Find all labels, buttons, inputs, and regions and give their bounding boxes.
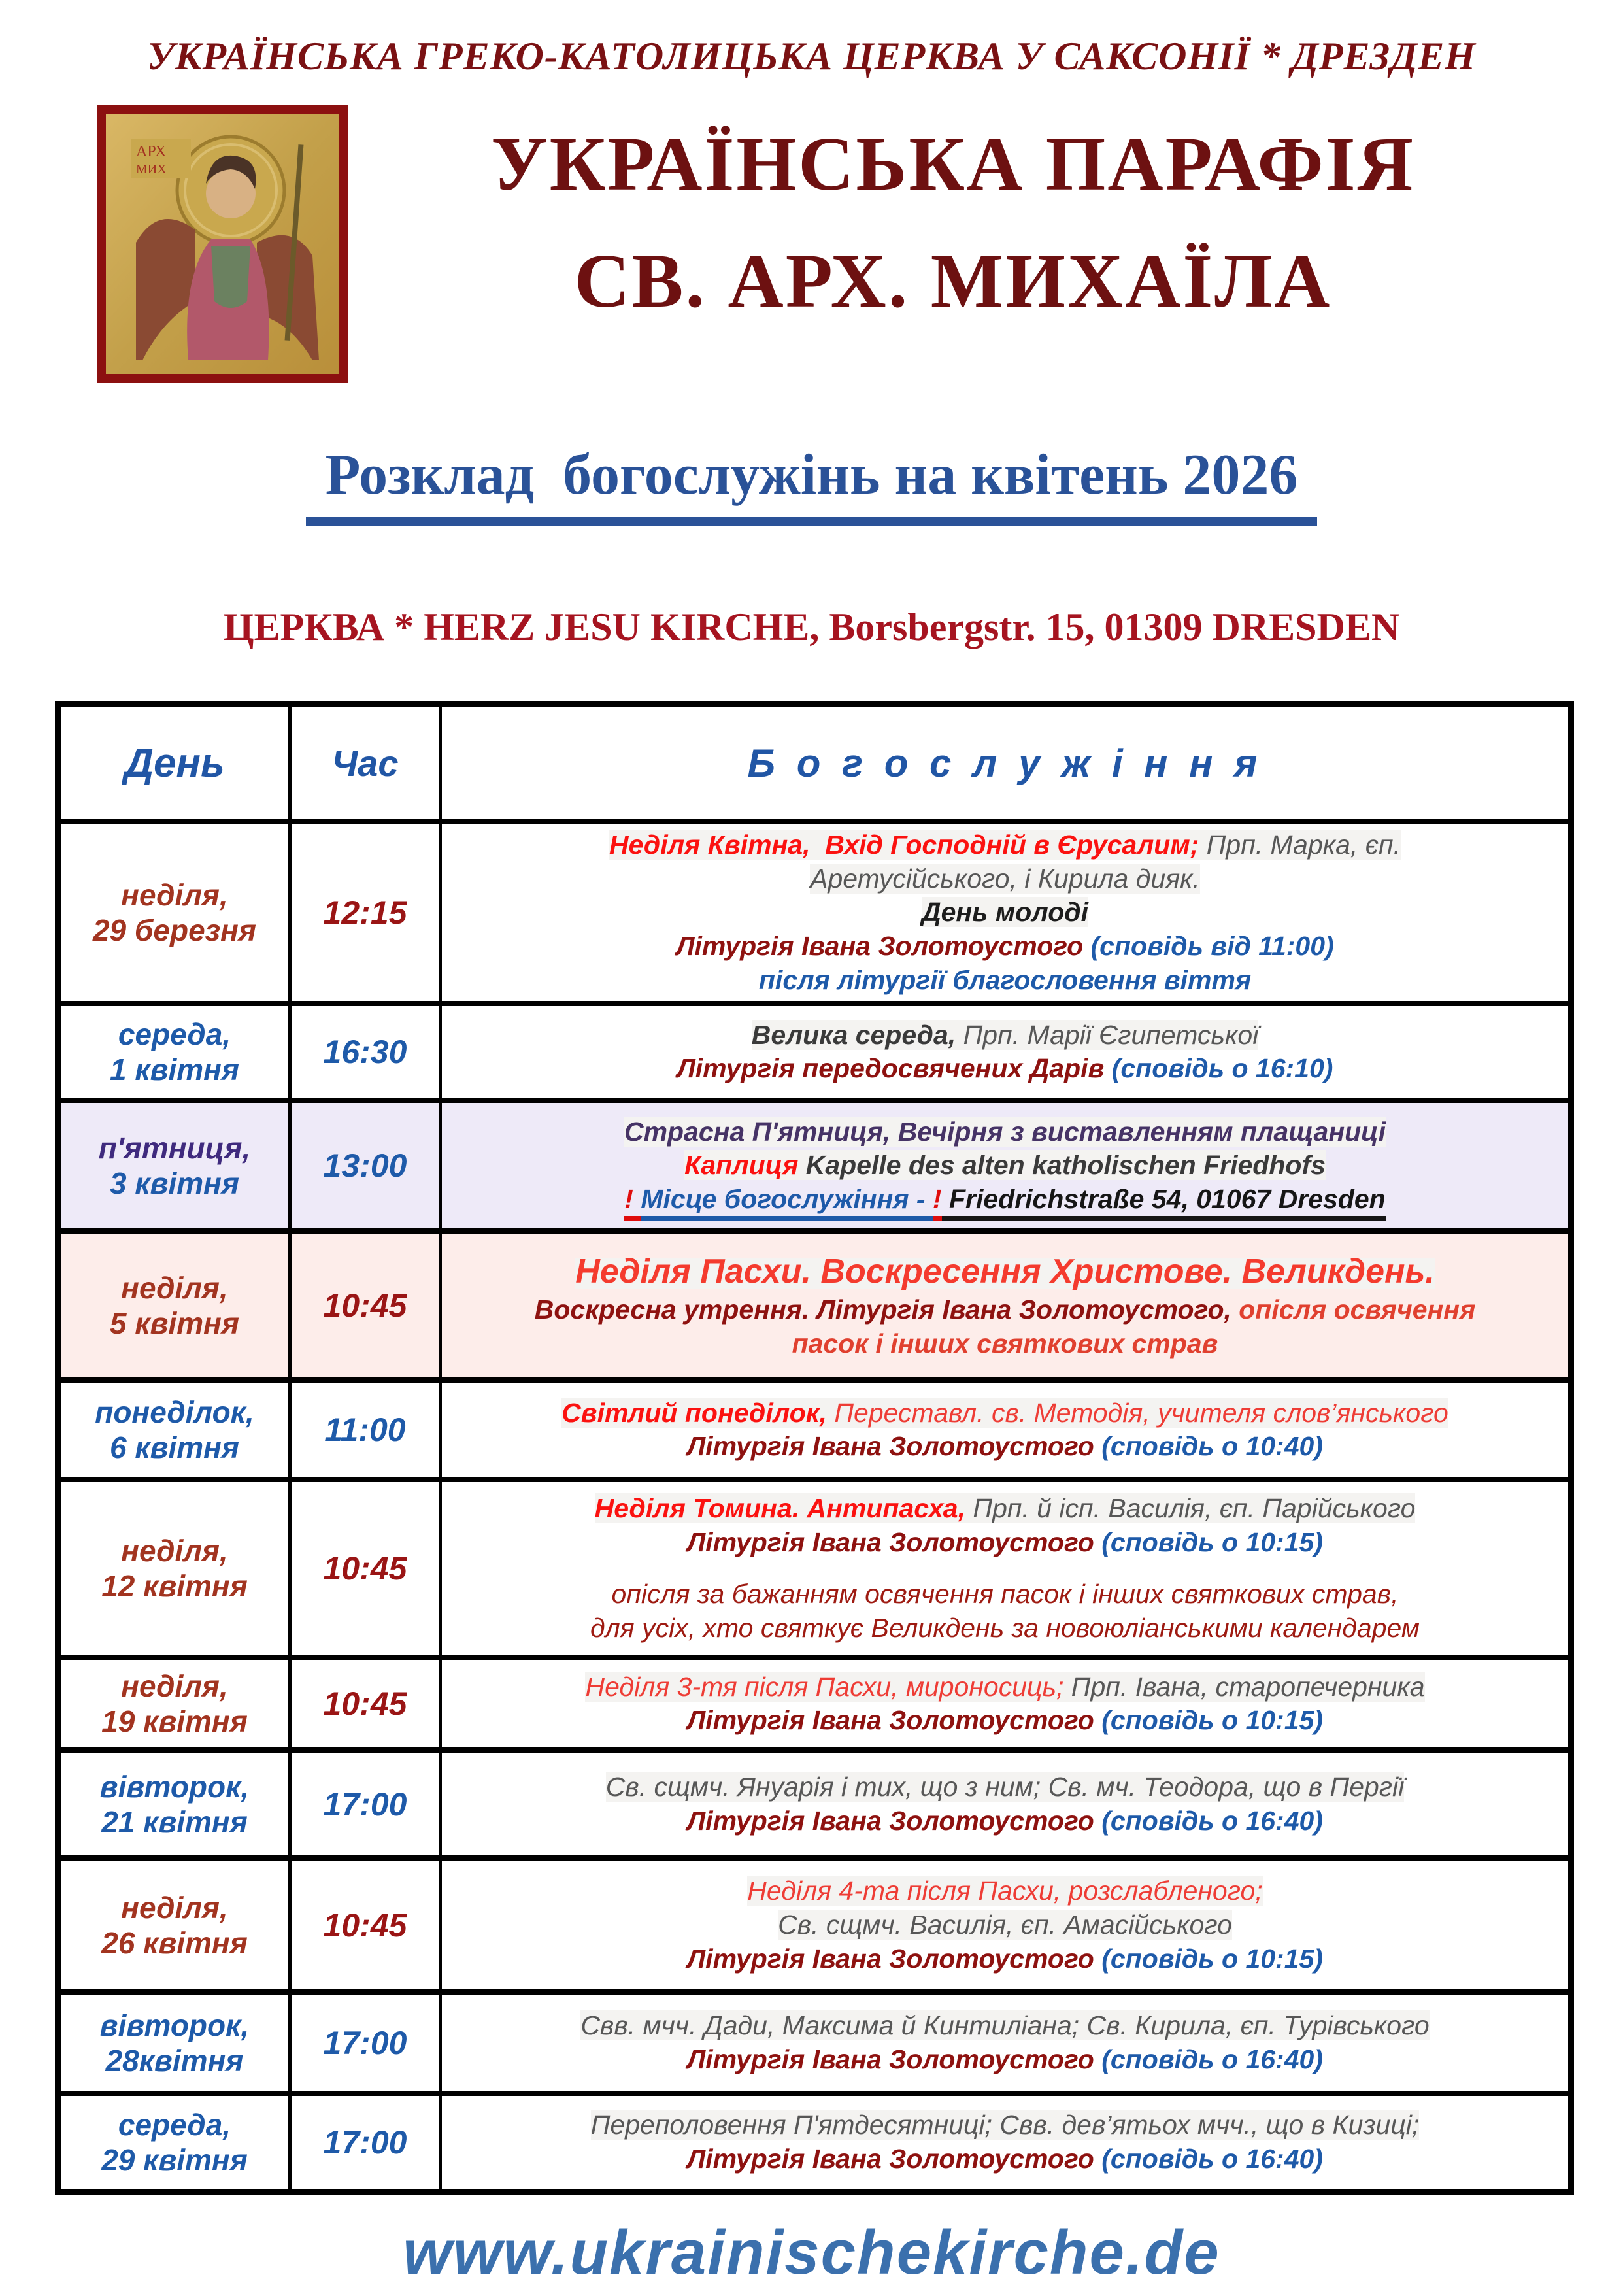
service-line <box>448 2009 1562 2043</box>
time-cell: 10:45 <box>290 1657 441 1750</box>
column-header-time: Час <box>290 704 441 822</box>
service-line <box>448 964 1562 998</box>
table-row <box>58 1231 1571 1380</box>
text-segment: Страсна П'ятниця, Вечірня з виставленням плащаниці <box>624 1116 1386 1147</box>
service-line <box>448 2142 1562 2176</box>
text-segment: Літургія Івана Золотоустого <box>687 1705 1102 1736</box>
day-line: 21 квітня <box>101 1804 248 1839</box>
day-cell <box>58 1004 290 1100</box>
text-segment: Каплиця <box>684 1150 806 1181</box>
text-segment: Св. сщмч. Василія, єп. Амасійського <box>778 1909 1232 1940</box>
text-segment: День молоді <box>921 897 1089 928</box>
service-line <box>448 1612 1562 1646</box>
day-line: понеділок, <box>95 1395 254 1430</box>
day-line: вівторок, <box>99 1769 250 1804</box>
text-segment: (сповідь о 10:15) <box>1101 1943 1323 1974</box>
text-segment: (сповідь о 16:40) <box>1101 1805 1323 1836</box>
service-line <box>448 1430 1562 1464</box>
service-line <box>448 2108 1562 2142</box>
service-line <box>448 1396 1562 1430</box>
service-cell <box>441 1858 1571 1992</box>
service-line <box>448 1670 1562 1704</box>
day-line: неділя, <box>121 877 228 912</box>
text-segment: Неділя 3-тя після Пасхи, мироносиць; <box>585 1671 1071 1702</box>
service-line <box>448 1115 1562 1149</box>
service-line <box>448 1251 1562 1294</box>
day-cell <box>58 1657 290 1750</box>
text-segment: опісля за бажанням освячення пасок і інших святкових страв, <box>611 1579 1399 1610</box>
website-url: www.ukrainischekirche.de <box>403 2217 1220 2288</box>
day-cell <box>58 1858 290 1992</box>
table-row <box>58 1004 1571 1100</box>
text-segment: Переставл. св. Методія, учителя слов’янського <box>834 1397 1448 1428</box>
day-cell <box>58 1100 290 1231</box>
service-line <box>448 1052 1562 1086</box>
text-segment: Переполовення П'ятдесятниці; Свв. дев’ятьох мчч., що в Кизиці; <box>590 2110 1420 2140</box>
text-segment: Літургія Івана Золотоустого <box>687 1431 1102 1462</box>
time-cell: 17:00 <box>290 1750 441 1858</box>
table-row <box>58 1750 1571 1858</box>
service-line <box>448 1770 1562 1804</box>
service-cell <box>441 1380 1571 1479</box>
text-segment: Аретусійського, і Кирила дияк. <box>810 863 1200 894</box>
table-header-row <box>58 704 1571 822</box>
text-segment: Kapelle des alten katholischen Friedhofs <box>805 1150 1326 1181</box>
day-line: 1 квітня <box>109 1053 239 1087</box>
text-segment: Friedrichstraße 54, 01067 Dresden <box>942 1184 1386 1221</box>
service-line <box>448 1908 1562 1942</box>
day-line: середа, <box>118 2107 231 2142</box>
table-row <box>58 1380 1571 1479</box>
text-segment: Літургія передосвячених Дарів <box>677 1053 1112 1084</box>
service-line <box>448 1019 1562 1053</box>
time-cell: 12:15 <box>290 822 441 1004</box>
archangel-michael-icon <box>97 105 348 386</box>
text-segment: Неділя Томина. Антипасха, <box>594 1493 973 1523</box>
day-line: п'ятниця, <box>98 1131 251 1166</box>
text-segment: ! <box>933 1184 942 1221</box>
service-line <box>448 1526 1562 1560</box>
service-cell <box>441 2093 1571 2191</box>
schedule-title: Розклад богослужінь на квітень 2026 <box>306 442 1318 526</box>
service-cell <box>441 1231 1571 1380</box>
text-segment: (сповідь о 16:10) <box>1111 1053 1333 1084</box>
text-segment: опісля освячення <box>1239 1294 1476 1325</box>
text-segment: Прп. Марка, єп. <box>1199 830 1401 860</box>
service-line <box>448 2043 1562 2077</box>
parish-title-line1: УКРАЇНСЬКА ПАРАФІЯ <box>491 121 1415 207</box>
text-segment: Неділя 4-та після Пасхи, розслабленого; <box>747 1876 1263 1906</box>
day-cell <box>58 1380 290 1479</box>
text-segment: (сповідь о 16:40) <box>1101 2044 1323 2074</box>
time-cell: 10:45 <box>290 1858 441 1992</box>
day-line: 3 квітня <box>109 1166 239 1201</box>
text-segment: Неділя Квітна, Вхід Господній в Єрусалим; <box>609 830 1199 860</box>
text-segment: (сповідь о 10:15) <box>1101 1527 1323 1557</box>
day-cell <box>58 2093 290 2191</box>
parish-title-line2: СВ. АРХ. МИХАЇЛА <box>574 238 1332 324</box>
day-line: 28квітня <box>105 2043 244 2078</box>
text-segment: після літургії благословення віття <box>758 964 1252 995</box>
text-segment: Світлий понеділок, <box>561 1397 835 1428</box>
text-segment: Неділя Пасхи. Воскресення Христове. Великдень. <box>575 1252 1435 1291</box>
time-cell: 10:45 <box>290 1231 441 1380</box>
service-line <box>448 1183 1562 1217</box>
svg-text:АРХ: АРХ <box>136 143 167 160</box>
text-segment: (сповідь о 16:40) <box>1101 2144 1323 2174</box>
day-cell <box>58 1992 290 2093</box>
text-segment: Літургія Івана Золотоустого <box>676 930 1091 961</box>
day-cell <box>58 1479 290 1657</box>
text-segment: Літургія Івана Золотоустого <box>687 2044 1102 2074</box>
text-segment: Прп. Івана, старопечерника <box>1071 1671 1425 1702</box>
text-segment: Літургія Івана Золотоустого <box>687 2144 1102 2174</box>
text-segment: Прп. Марії Єгипетської <box>963 1019 1259 1050</box>
day-line: 6 квітня <box>109 1430 239 1465</box>
schedule-table <box>55 701 1574 2195</box>
day-cell <box>58 822 290 1004</box>
service-line <box>448 1874 1562 1908</box>
service-line <box>448 930 1562 964</box>
text-segment: Літургія Івана Золотоустого <box>687 1805 1102 1836</box>
text-segment: ! <box>624 1184 641 1221</box>
table-row <box>58 1100 1571 1231</box>
service-line <box>448 896 1562 930</box>
table-row <box>58 822 1571 1004</box>
service-line <box>448 1704 1562 1738</box>
column-header-service: Б о г о с л у ж і н н я <box>441 704 1571 822</box>
service-cell <box>441 1992 1571 2093</box>
service-line <box>448 1559 1562 1578</box>
day-line: неділя, <box>121 1271 228 1306</box>
text-segment: для усіх, хто святкує Великдень за новоюліанськими календарем <box>590 1612 1420 1643</box>
service-line <box>448 862 1562 896</box>
column-header-day: День <box>58 704 290 822</box>
service-cell <box>441 1100 1571 1231</box>
service-line <box>448 1149 1562 1183</box>
text-segment: Св. сщмч. Януарія і тих, що з ним; Св. мч. Теодора, що в Пергії <box>605 1772 1405 1802</box>
day-line: 5 квітня <box>109 1306 239 1341</box>
service-line <box>448 1492 1562 1526</box>
service-cell <box>441 822 1571 1004</box>
service-line <box>448 1578 1562 1612</box>
day-line: 29 квітня <box>101 2143 248 2178</box>
service-line <box>448 1293 1562 1327</box>
service-line <box>448 1942 1562 1976</box>
text-segment: Літургія Івана Золотоустого <box>687 1943 1102 1974</box>
text-segment: пасок і інших святкових страв <box>792 1328 1218 1359</box>
table-row <box>58 1992 1571 2093</box>
svg-text:МИХ: МИХ <box>136 162 167 177</box>
day-line: неділя, <box>121 1534 228 1568</box>
text-segment: (сповідь від 11:00) <box>1090 930 1334 961</box>
day-cell <box>58 1231 290 1380</box>
table-row <box>58 1657 1571 1750</box>
time-cell: 11:00 <box>290 1380 441 1479</box>
service-cell <box>441 1479 1571 1657</box>
day-line: вівторок, <box>99 2008 250 2042</box>
table-row <box>58 2093 1571 2191</box>
text-segment: Літургія Івана Золотоустого <box>687 1527 1102 1557</box>
church-address-line: ЦЕРКВА * HERZ JESU KIRCHE, Borsbergstr. 15, 01309 DRESDEN <box>223 605 1400 649</box>
day-line: неділя, <box>121 1669 228 1704</box>
service-cell <box>441 1657 1571 1750</box>
day-line: середа, <box>118 1017 231 1052</box>
text-segment: Місце богослужіння - <box>641 1184 933 1221</box>
time-cell: 10:45 <box>290 1479 441 1657</box>
church-organization-line: УКРАЇНСЬКА ГРЕКО-КАТОЛИЦЬКА ЦЕРКВА У САКСОНІЇ * ДРЕЗДЕН <box>147 35 1476 78</box>
text-segment: (сповідь о 10:40) <box>1101 1431 1323 1462</box>
text-segment: Воскресна утрення. Літургія Івана Золотоустого, <box>534 1294 1239 1325</box>
day-line: неділя, <box>121 1890 228 1925</box>
day-line: 12 квітня <box>101 1569 248 1604</box>
day-line: 26 квітня <box>101 1925 248 1960</box>
day-line: 19 квітня <box>101 1704 248 1739</box>
time-cell: 16:30 <box>290 1004 441 1100</box>
parish-title <box>348 105 1623 340</box>
text-segment: Прп. й ісп. Василія, єп. Парійського <box>973 1493 1416 1523</box>
time-cell: 13:00 <box>290 1100 441 1231</box>
day-cell <box>58 1750 290 1858</box>
table-row <box>58 1479 1571 1657</box>
service-line <box>448 828 1562 862</box>
time-cell: 17:00 <box>290 2093 441 2191</box>
service-line <box>448 1804 1562 1838</box>
text-segment: (сповідь о 10:15) <box>1101 1705 1323 1736</box>
service-cell <box>441 1750 1571 1858</box>
text-segment: Велика середа, <box>751 1019 963 1050</box>
table-row <box>58 1858 1571 1992</box>
day-line: 29 березня <box>92 913 257 948</box>
service-cell <box>441 1004 1571 1100</box>
header <box>0 105 1623 386</box>
text-segment: Свв. мчч. Дади, Максима й Кинтиліана; Св. Кирила, єп. Турівського <box>580 2010 1430 2041</box>
time-cell: 17:00 <box>290 1992 441 2093</box>
service-line <box>448 1327 1562 1361</box>
